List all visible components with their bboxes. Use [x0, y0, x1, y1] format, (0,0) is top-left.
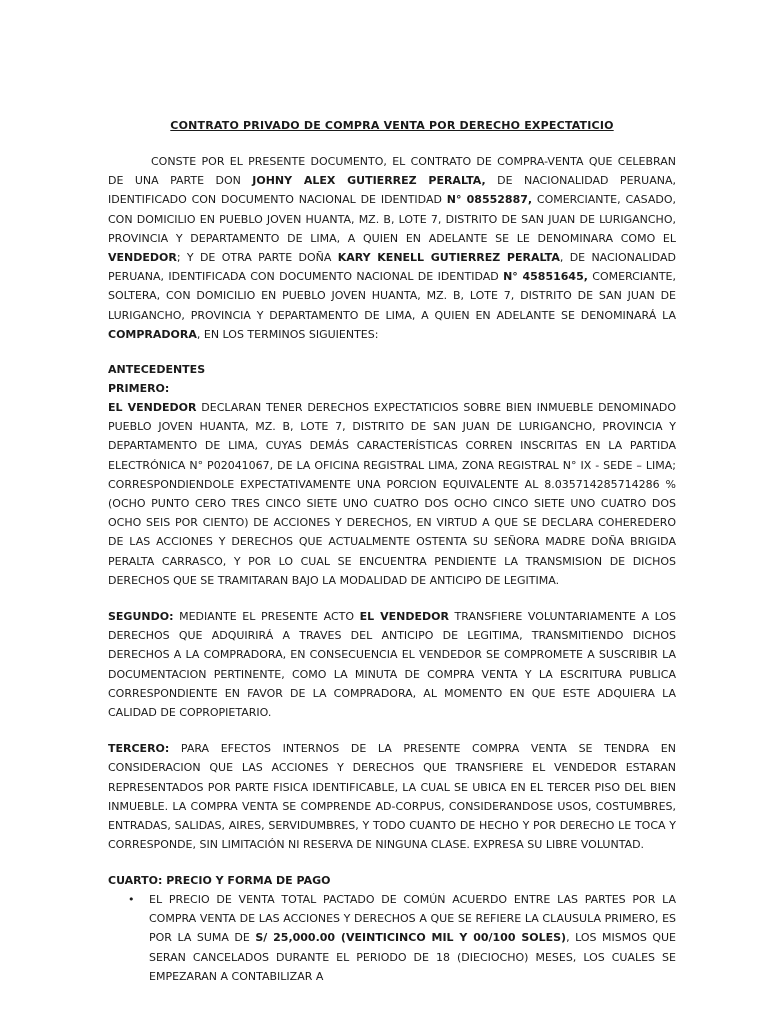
intro-text-3: COMERCIANTE, CASADO, CON DOMICILIO EN PUEBLO JOVEN HUANTA, MZ. B, LOTE 7, DISTRITO DE SAN JUAN DE LURIGANCHO, PROVINCIA Y DEPARTAMENTO DE LIMA, A QUIEN EN ADELANTE SE LE DENOMINARA COMO EL — [108, 193, 676, 245]
list-item — [108, 890, 676, 986]
cuarto-list — [108, 890, 676, 986]
intro-text-2: DE NACIONALIDAD PERUANA, IDENTIFICADO CON DOCUMENTO NACIONAL DE IDENTIDAD — [108, 174, 676, 207]
seller-name: JOHNY ALEX GUTIERREZ PERALTA, — [252, 174, 486, 188]
spacer — [108, 722, 676, 739]
price-amount: S/ 25,000.00 (VEINTICINCO MIL Y 00/100 SOLES) — [255, 931, 567, 945]
seller-dni: N° 08552887, — [446, 193, 533, 207]
primero-bold-1: EL VENDEDOR — [108, 401, 197, 415]
intro-text-1: CONSTE POR EL PRESENTE DOCUMENTO, EL CONTRATO DE COMPRA-VENTA QUE CELEBRAN DE UNA PARTE DON — [108, 155, 676, 188]
segundo-text-1: MEDIANTE EL PRESENTE ACTO — [173, 610, 360, 624]
cuarto-text-1: EL PRECIO DE VENTA TOTAL PACTADO DE COMÚN ACUERDO ENTRE LAS PARTES POR LA COMPRA VENTA DE LAS ACCIONES Y DERECHOS A QUE SE REFIERE LA CLAUSULA PRIMERO, ES POR LA SUMA DE — [149, 893, 676, 945]
tercero-label: TERCERO: — [108, 742, 170, 756]
buyer-role: COMPRADORA — [108, 327, 197, 341]
tercero-text-1: PARA EFECTOS INTERNOS DE LA PRESENTE COMPRA VENTA SE TENDRA EN CONSIDERACION QUE LAS ACCIONES Y DERECHOS QUE TRANSFIERE EL VENDEDOR ESTARAN REPRESENTADOS POR PARTE FISICA IDENTIFICABLE, LA CUAL SE UBICA EN EL TERCER PISO DEL BIEN INMUEBLE. LA COMPRA VENTA SE COMPRENDE AD-CORPUS, CONSIDERANDOSE USOS, COSTUMBRES, ENTRADAS, SALIDAS, AIRES, SERVIDUMBRES, Y TODO CUANTO DE HECHO Y POR DERECHO LE TOCA Y CORRESPONDE, SIN LIMITACIÓN NI RESERVA DE NINGUNA CLASE. EXPRESA SU LIBRE VOLUNTAD. — [108, 742, 676, 852]
seller-role: VENDEDOR — [108, 251, 177, 265]
document-title: CONTRATO PRIVADO DE COMPRA VENTA POR DERECHO EXPECTATICIO — [170, 119, 614, 132]
primero-heading: PRIMERO: — [108, 381, 170, 395]
buyer-name: KARY KENELL GUTIERREZ PERALTA — [337, 251, 560, 265]
spacer — [108, 344, 676, 361]
buyer-dni: N° 45851645, — [503, 270, 588, 284]
primero-paragraph — [108, 398, 676, 590]
spacer — [108, 855, 676, 872]
cuarto-bullet-text — [149, 890, 676, 986]
spacer — [108, 590, 676, 607]
cuarto-heading: CUARTO: PRECIO Y FORMA DE PAGO — [108, 873, 331, 887]
intro-text-4: ; Y DE OTRA PARTE DOÑA — [176, 251, 338, 265]
segundo-paragraph — [108, 607, 676, 722]
tercero-paragraph — [108, 739, 676, 854]
bullet-icon: • — [128, 893, 135, 906]
intro-text-6: COMERCIANTE, SOLTERA, CON DOMICILIO EN PUEBLO JOVEN HUANTA, MZ. B, LOTE 7, DISTRITO DE SAN JUAN DE LURIGANCHO, PROVINCIA Y DEPARTAMENTO DE LIMA, A QUIEN EN ADELANTE SE DENOMINARÁ LA — [108, 270, 677, 322]
antecedentes-heading: ANTECEDENTES — [108, 363, 206, 377]
segundo-text-2: TRANSFIERE VOLUNTARIAMENTE A LOS DERECHOS QUE ADQUIRIRÁ A TRAVES DEL ANTICIPO DE LEGITIMA, TRANSMITIENDO DICHOS DERECHOS A LA COMPRADORA, EN CONSECUENCIA EL VENDEDOR SE COMPROMETE A SUSCRIBIR LA DOCUMENTACION PERTINENTE, COMO LA MINUTA DE COMPRA VENTA Y LA ESCRITURA PUBLICA CORRESPONDIENTE EN FAVOR DE LA COMPRADORA, AL MOMENTO EN QUE ESTE ADQUIERA LA CALIDAD DE COPROPIETARIO. — [108, 610, 676, 720]
intro-text-5: , DE NACIONALIDAD PERUANA, IDENTIFICADA CON DOCUMENTO NACIONAL DE IDENTIDAD — [108, 251, 676, 284]
primero-text-1: DECLARAN TENER DERECHOS EXPECTATICIOS SOBRE BIEN INMUEBLE DENOMINADO PUEBLO JOVEN HUANTA, MZ. B, LOTE 7, DISTRITO DE SAN JUAN DE LURIGANCHO, PROVINCIA Y DEPARTAMENTO DE LIMA, CUYAS DEMÁS CARACTERÍSTICAS CORREN INSCRITAS EN LA PARTIDA ELECTRÓNICA N° P02041067, DE LA OFICINA REGISTRAL LIMA, ZONA REGISTRAL N° IX - SEDE – LIMA; CORRESPONDIENDOLE EXPECTATIVAMENTE UNA PORCION EQUIVALENTE AL 8.035714285714286 % (OCHO PUNTO CERO TRES CINCO SIETE UNO CUATRO DOS OCHO CINCO SIETE UNO CUATRO DOS OCHO SEIS POR CIENTO) DE ACCIONES Y DERECHOS, EN VIRTUD A QUE SE DECLARA COHEREDERO DE LAS ACCIONES Y DERECHOS QUE ACTUALMENTE OSTENTA SU SEÑORA MADRE DOÑA BRIGIDA PERALTA CARRASCO, Y POR LO CUAL SE ENCUENTRA PENDIENTE LA TRANSMISION DE DICHOS DERECHOS QUE SE TRAMITARAN BAJO LA MODALIDAD DE ANTICIPO DE LEGITIMA. — [108, 401, 676, 587]
cuarto-text-2: , LOS MISMOS QUE SERAN CANCELADOS DURANTE EL PERIODO DE 18 (DIECIOCHO) MESES, LOS CUALES SE EMPEZARAN A CONTABILIZAR A — [149, 931, 677, 983]
intro-paragraph — [108, 152, 676, 344]
intro-text-7: , EN LOS TERMINOS SIGUIENTES: — [196, 327, 379, 341]
segundo-label: SEGUNDO: — [108, 610, 174, 624]
document-body — [108, 117, 676, 986]
segundo-bold-2: EL VENDEDOR — [359, 610, 449, 624]
